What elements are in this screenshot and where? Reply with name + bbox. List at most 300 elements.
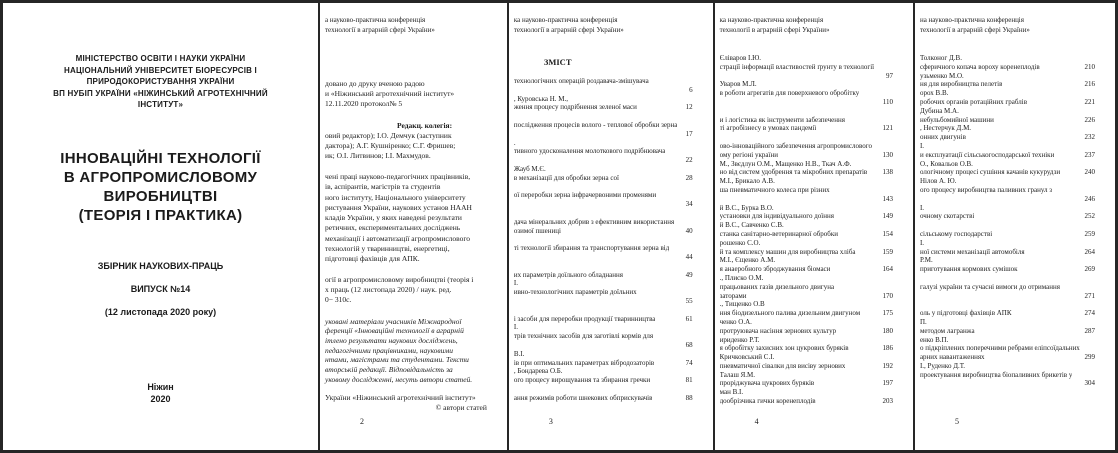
toc-entry-pagenum: 221 [1084,97,1096,106]
toc-entry-line [720,195,893,204]
toc-entry-text: установки для індивідуального доїння [719,212,834,221]
page-1-title [3,3,318,450]
toc-entry-text [920,379,922,388]
toc-entry-line [720,98,893,107]
toc-entry-line [720,239,893,248]
toc-entry-line [720,388,893,397]
toc-entry-text: методом лагранжа [919,326,975,335]
toc-entry-pagenum: 110 [882,97,893,106]
toc-entry-text [514,156,516,165]
toc-entry-text: ня для виробництва пелетів [919,80,1003,89]
toc-entry-text: послідження процесів волого - теплової обробки зерна [513,120,678,129]
toc-entry-line [920,177,1095,186]
toc-entry-line [720,133,893,142]
toc-entry-line [920,142,1095,151]
toc-entry-pagenum: 274 [1084,309,1096,318]
toc-entry-line [514,394,693,403]
toc-entry-pagenum: 12 [685,103,693,112]
toc-entry-text: ологічному процесі сушіння качанів кукурудзи [919,168,1061,177]
toc-entry-text: ому регіоні україни [719,150,778,159]
toc-entry-line [514,253,693,262]
toc-entry-pagenum: 271 [1084,291,1096,300]
toc-entry-text [514,200,516,209]
toc-entry-text: і засоби для переробки продукції тваринництва [513,314,656,323]
toc-entry-line [920,168,1095,177]
toc-entry-line [720,397,893,406]
text-line: технології в аграрній сфері України» [719,26,830,34]
text-line: ного інституту, Національного університету [325,192,466,202]
toc-entry-line [720,353,893,362]
toc-entry-text: протруювача насіння зернових культур [719,326,837,335]
book-title [3,149,318,225]
text-line: уковані матеріали учасників Міжнародної [325,316,462,326]
text-line: дактора); А.Г. Кушніренко; С.Г. Фришев; [325,141,456,150]
toc-entry-line [720,177,893,186]
toc-entry-text: Нілов А. Ю. [919,177,957,186]
toc-entry-text: Жауб М.Є. [513,164,546,173]
running-header [325,15,487,35]
toc-entry-text [720,98,722,107]
toc-entry-pagenum: 61 [685,314,693,323]
toc-entry-text: . [513,138,516,147]
text-line: чені праці науково-педагогічних працівників, [325,172,471,181]
text-line: ференції «Інноваційні технології в аграрній [325,326,464,336]
text-line: ВП НУБІП УКРАЇНИ «НІЖИНСЬКИЙ АГРОТЕХНІЧНИЙ [53,88,268,98]
text-line: довано до друку вченою радою [325,79,425,88]
toc-entry-text: ., Тищенко О.В [719,300,765,309]
toc-entry-pagenum: 34 [685,200,693,209]
toc-entry-pagenum: 170 [882,291,893,300]
toc-entry-line [514,218,693,227]
toc-entry-line [514,191,693,200]
toc-entry-line [720,292,893,301]
editorial-board-list [325,131,487,161]
toc-entry-pagenum: 44 [685,252,693,261]
toc-entry-line [514,262,693,271]
toc-entry-text [920,274,922,283]
toc-entry-text [720,107,722,116]
toc-entry-text: небульбомийної машини [919,115,994,124]
toc-entry-text: Р.М. [919,256,933,265]
toc-entry-text: рошенко С.О. [719,238,761,247]
text-line: ІННОВАЦІЙНІ ТЕХНОЛОГІЇ [60,149,261,167]
page-number: 5 [954,417,959,426]
toc-entry-line [720,379,893,388]
toc-entry-text: ті агробізнесу в умовах пандемії [719,124,817,133]
toc-entry-text: ченко О.А. [719,317,752,326]
toc-entry-text: В.І. [513,349,525,358]
toc-entry-pagenum: 97 [885,71,893,80]
toc-entry-line [514,323,693,332]
running-header [920,15,1095,35]
toc-entry-line [720,160,893,169]
toc-entry-text: в механізації для обробки зерна сої [513,173,619,182]
toc-entry-line [720,63,893,72]
text-line: (ТЕОРІЯ І ПРАКТИКА) [78,206,243,224]
toc-entry-text: , Куровська Н. М., [513,94,568,103]
toc-entry-line [920,256,1095,265]
toc-entry-line [720,186,893,195]
toc-title: ЗМІСТ [543,57,572,67]
text-line: технології в аграрній сфері України» [513,26,624,34]
toc-entry-text: Єліваров І.Ю. [719,54,762,62]
toc-entry-line [920,283,1095,292]
toc-entry-text [514,341,516,350]
text-line: 0− 310с. [325,294,352,304]
toc-entry-text [514,297,516,306]
text-line: підготовці фахівців для АПК. [325,254,420,264]
toc-entry-text: сільському господарстві [919,229,993,238]
toc-entry-line [920,353,1095,362]
toc-entry-line [514,297,693,306]
toc-entry-pagenum: 252 [1084,212,1096,221]
toc-entry-line [920,221,1095,230]
toc-entry-pagenum: 88 [685,393,693,402]
toc-entry-text [514,86,516,95]
toc-entry-pagenum: 237 [1084,150,1096,159]
toc-entry-text: но від систем удобрення та мікробних препаратів [719,168,868,177]
toc-entry-text: галузі україни та сучасні вимоги до отримання [919,282,1060,291]
toc-entry-line [720,309,893,318]
toc-entry-pagenum: 226 [1084,115,1096,124]
toc-entry-text: М.І., Брикало А.В. [719,177,775,186]
page-3-toc [509,3,713,450]
toc-entry-text: й В.С., Савченко С.В. [719,221,784,230]
publisher-line: України «Ніжинський агротехнічний інститут» [325,392,476,402]
toc-entry-line [514,350,693,359]
text-line: ка науково-практична конференція [719,16,824,24]
abstract-paragraph [325,172,487,265]
toc-entry-text [920,292,922,301]
toc-entry-line [514,279,693,288]
toc-entry-line [514,200,693,209]
text-line: механізації і автоматизації агропромислового [325,233,471,243]
toc-entry-line [720,72,893,81]
text-line: х праць (12 листопада 2020) / наук. ред. [325,284,452,294]
toc-entry-text: ання режимів роботи шнекових обприскувачів [513,393,653,402]
running-header [514,15,693,35]
toc-entry-text: очному скотарстві [919,212,975,221]
toc-entry-pagenum: 49 [685,270,693,279]
toc-entry-text: І. [513,323,518,332]
toc-entry-pagenum: 68 [685,340,693,349]
toc-entry-text: озимої пшениці [513,226,561,235]
toc-entry-text: П. [919,317,927,326]
toc-entry-text: Талаш Я.М. [719,370,755,379]
toc-entry-pagenum: 299 [1084,353,1096,362]
toc-entry-line [920,239,1095,248]
toc-entry-text: тивного удосконалення молоткового подрібнювача [513,147,666,156]
toc-entry-pagenum: 143 [882,194,893,203]
toc-entry-line [920,265,1095,274]
toc-entry-line [514,385,693,394]
toc-entry-pagenum: 74 [685,358,693,367]
toc-entry-line [920,186,1095,195]
toc-entry-text: ., Плиско О.М. [719,273,764,282]
page-number: 3 [548,417,553,426]
toc-entry-text: Кричковський С.І. [719,353,775,362]
toc-entry-line [720,300,893,309]
text-line: ретичних, експериментальних досліджень [325,223,461,233]
toc-entry-pagenum: 130 [882,150,893,159]
toc-entry-line [720,274,893,283]
toc-entry-line [920,54,1095,63]
toc-entry-line [720,256,893,265]
year-label: 2020 [150,393,171,404]
toc-entry-line [920,318,1095,327]
toc-entry-line [514,288,693,297]
toc-entry-pagenum: 192 [882,361,893,370]
toc-entry-line [720,80,893,89]
toc-entry-line [514,103,693,112]
toc-entry-text: станка санітарно-ветеринарної обробки [719,229,839,238]
ministry-header [3,53,318,111]
page-2-imprint [320,3,507,450]
page-number: 4 [754,417,759,426]
toc-entry-text: працьованих газів дизельного двигуна [719,282,835,291]
toc-entry-text: й В.С., Бурка В.О. [719,203,774,212]
text-line: ик; О.І. Литвинов; І.І. Махмудов. [325,151,431,160]
toc-entry-text [720,72,722,81]
text-line: вторській редакції. Відповідальність за [325,365,453,375]
toc-entry-text: ман В.І. [719,388,744,397]
toc-entry-line [920,248,1095,257]
toc-entry-pagenum: 154 [882,229,893,238]
toc-entry-text: Уваров М.Л. [719,80,757,89]
toc-entry-text: приготування кормових сумішок [919,265,1018,274]
toc-entry-text: І. [513,279,518,288]
text-line: технології в аграрній сфері України» [325,26,435,34]
toc-entry-pagenum: 17 [685,129,693,138]
page-5-toc [915,3,1115,450]
toc-entry-line [920,124,1095,133]
text-line: нтами, магістрами та студентами. Тексти [325,355,469,365]
toc-entry-text: І. [919,141,925,150]
toc-entry-pagenum: 175 [882,309,893,318]
toc-entry-pagenum: 232 [1084,133,1096,142]
toc-entry-text: проектування виробництва біопаливних брикетів у [919,370,1073,379]
toc-entry-text: ження процесу подрібнення зеленої маси [513,103,637,112]
toc-entry-line [920,327,1095,336]
toc-entry-text: страції інформації властивостей ґрунту в технології [719,62,875,71]
text-line: и «Ніжинський агротехнічний інститут» [325,89,455,98]
toc-entry-pagenum: 55 [685,296,693,305]
text-line: кладів України, у яких наведені результати [325,213,462,223]
toc-entry-pagenum: 149 [882,212,893,221]
issue-label: ВИПУСК №14 [130,283,191,294]
toc-entry-text: технологічних операцій роздавача-змішувача [513,77,649,85]
toc-entry-text: я анаеробного зброджування біомаси [719,265,831,274]
toc-entry-line [514,165,693,174]
toc-entry-pagenum: 246 [1084,194,1096,203]
toc-entry-text: М.І., Єщенко А.М. [719,256,776,265]
toc-entry-line [720,204,893,213]
toc-entry-pagenum: 287 [1084,326,1096,335]
toc-entry-line [920,195,1095,204]
toc-entry-text: о підкріплених поперечними ребрами еліпсоїдальних [919,344,1080,353]
toc-entry-line [720,54,893,63]
toc-entry-pagenum: 22 [685,156,693,165]
toc-entry-line [920,107,1095,116]
toc-entry-line [920,72,1095,81]
toc-entry-line [514,315,693,324]
toc-entry-line [514,95,693,104]
toc-entry-line [514,367,693,376]
toc-entry-text: ого процесу виробництва паливних гранул з [919,185,1053,194]
toc-entry-pagenum: 269 [1084,265,1096,274]
toc-entry-line [514,359,693,368]
toc-entry-line [514,235,693,244]
text-line: огії в агропромисловому виробництві (теорія і [325,274,474,284]
toc-entry-line [720,230,893,239]
toc-entry-line [514,139,693,148]
toc-entry-text: ша пневматичного колеса при різних [719,185,830,194]
toc-entry-text: сферичного копача вороху коренеплодів [919,62,1040,71]
page-number: 2 [360,417,364,426]
toc-entry-text: узьменко М.О. [919,71,964,80]
toc-entry-line [920,151,1095,160]
text-line: на науково-практична конференція [919,16,1024,24]
disclaimer-paragraph [325,317,487,385]
toc-entry-text: ння біодизельного палива дизельним двигуном [719,309,861,318]
toc-entry-line [514,209,693,218]
text-line: уковому дослідженні, несуть автори статей. [325,374,473,384]
toc-entry-pagenum: 264 [1084,247,1096,256]
toc-entry-line [514,86,693,95]
toc-entry-line [720,221,893,230]
toc-entry-text: дача мінеральних добрив з ефективним використання [513,217,675,226]
toc-entry-line [720,265,893,274]
series-label: ЗБІРНИК НАУКОВИХ-ПРАЦЬ [97,260,224,271]
text-line: ІНСТИТУТ» [137,100,184,109]
toc-entry-line [920,212,1095,221]
date-label: (12 листопада 2020 року) [104,306,217,317]
toc-entry-pagenum: 210 [1084,62,1096,71]
toc-entry-line [514,332,693,341]
toc-entry-line [720,168,893,177]
toc-entry-line [920,116,1095,125]
toc-entry-text: я обробітку захисних зон цукрових буряків [719,344,849,353]
toc-entry-text [514,385,516,394]
toc-entry-text: Толконог Д.В. [919,54,962,62]
toc-entry-line [920,160,1095,169]
toc-entry-text [514,130,516,139]
text-line: ів, аспірантів, магістрів та студентів [325,182,441,192]
toc-entry-text: ириденко Р.Т. [719,335,760,344]
toc-entry-text: Дубина М.А. [919,106,959,115]
text-line: НАЦІОНАЛЬНИЙ УНІВЕРСИТЕТ БІОРЕСУРСІВ І [64,65,257,75]
toc-entry-line [720,283,893,292]
toc-entry-line [514,156,693,165]
text-line: ітлено результати наукових досліджень, [325,336,458,346]
toc-entry-line [920,133,1095,142]
toc-entry-line [920,379,1095,388]
toc-entry-text: ово-інноваційного забезпечення агропромислового [719,141,872,150]
toc-entry-pagenum: 138 [882,168,893,177]
running-header [720,15,893,35]
toc-entry-line [514,77,693,86]
page-4-toc [715,3,913,450]
toc-entry-text: дообрізчика гички коренеплодів [719,397,816,406]
text-line: ка науково-практична конференція [513,16,618,24]
toc-entry-text: І. [919,203,925,212]
toc-entry-line [720,344,893,353]
toc-entry-text [514,306,516,315]
text-line: педагогічними працівниками, науковими [325,345,453,355]
editorial-board-title: Редакц. колегія: [397,121,453,130]
toc-entry-line [920,344,1095,353]
toc-entry-line [720,151,893,160]
toc-entry-text: ів при оптимальних параметрах вібродозаторів [513,358,655,367]
toc-entry-text: их параметрів доїльного обладнання [513,270,623,279]
toc-entry-line [514,341,693,350]
text-line: В АГРОПРОМИСЛОВОМУ [63,168,258,186]
toc-entry-text: арних навантаженнях [919,353,985,362]
toc-entry-line [720,89,893,98]
toc-entry-text [514,209,516,218]
toc-entry-pagenum: 28 [685,173,693,182]
toc-entry-text: онних двигунів [919,133,966,142]
toc-entry-pagenum: 240 [1084,168,1096,177]
toc-entry-line [720,362,893,371]
toc-entry-text [720,195,722,204]
toc-entry-line [920,98,1095,107]
text-line: технології в аграрній сфері України» [919,26,1030,34]
toc-entry-line [720,371,893,380]
toc-entry-text: в роботи агрегатів для поверхневого обробітку [719,89,860,98]
toc-entry-line [920,371,1095,380]
toc-entry-pagenum: 40 [685,226,693,235]
toc-entry-text [514,262,516,271]
toc-entry-text: ої переробки зерна інфрачервоними променями [513,191,657,200]
toc-entry-pagenum: 259 [1084,229,1096,238]
toc-entry-text: и і логістика як інструменти забезпечення [719,115,845,124]
toc-entry-line [920,63,1095,72]
toc-entry-pagenum: 197 [882,379,893,388]
toc-entry-pagenum: 186 [882,344,893,353]
toc-entry-text: трів технічних засобів для заготівлі кормів для [513,332,654,341]
toc-entry-line [920,89,1095,98]
toc-entry-line [920,362,1095,371]
copyright-note: © автори статей [435,402,487,412]
toc-entry-pagenum: 304 [1084,379,1096,388]
toc-entry-text: ого процесу вирощування та збирання гречки [513,376,651,385]
text-line: 12.11.2020 протокол№ 5 [325,99,403,108]
toc-entry-line [514,244,693,253]
toc-entry-text [514,253,516,262]
toc-entry-text: проріджувача цукрових буряків [719,379,815,388]
toc-entry-line [720,212,893,221]
toc-entry-line [720,142,893,151]
toc-entry-text: , Нестерчук Д.М. [919,124,972,133]
toc-entry-line [920,80,1095,89]
toc-entry-line [720,318,893,327]
toc-entry-text: й та комплексу машин для виробництва хліба [719,247,856,256]
toc-entry-text: орох В.В. [919,89,949,98]
toc-entry-pagenum: 6 [689,85,693,94]
toc-entry-text [514,112,516,121]
toc-entry-line [514,306,693,315]
toc-entry-pagenum: 216 [1084,80,1096,89]
toc-entry-text: енко В.П. [919,335,949,344]
toc-entry-pagenum: 81 [685,376,693,385]
toc-entry-line [514,112,693,121]
toc-list [920,54,1095,388]
toc-entry-text [514,235,516,244]
toc-entry-line [920,292,1095,301]
text-line: а науково-практична конференція [325,16,426,24]
toc-entry-text [720,133,722,142]
